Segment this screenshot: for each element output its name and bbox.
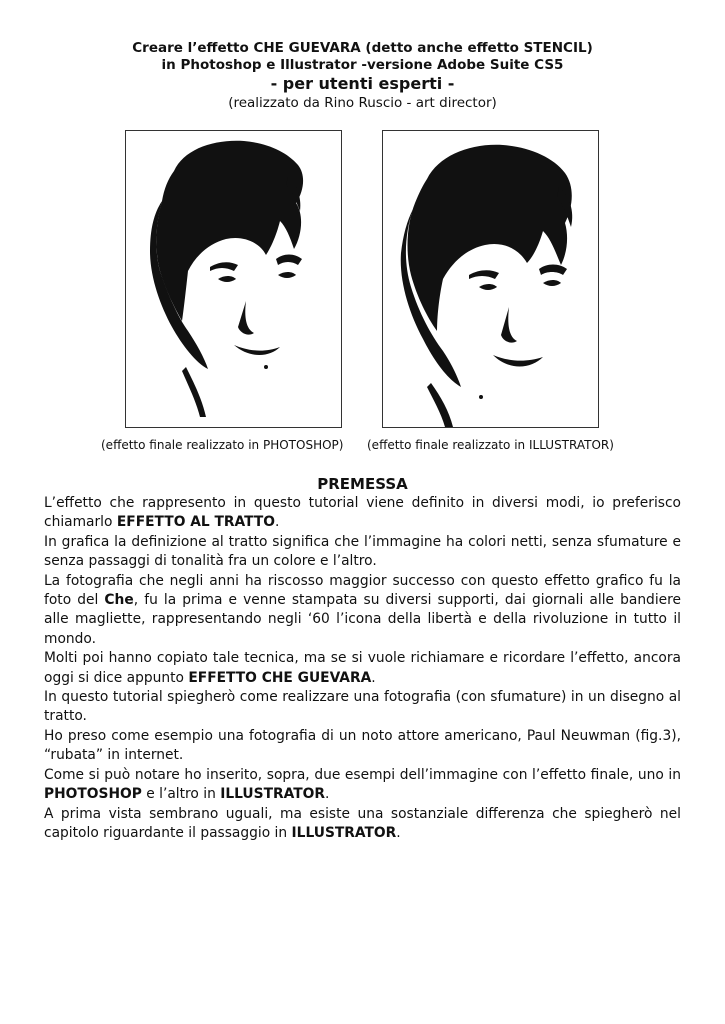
illustrator-caption: (effetto finale realizzato in ILLUSTRATOR) (367, 438, 614, 452)
bold-text: ILLUSTRATOR (220, 786, 325, 803)
text-run: e l’altro in (141, 786, 221, 803)
bold-text: ILLUSTRATOR (291, 824, 397, 841)
title-line-2: in Photoshop e Illustrator -versione Adobe Suite CS5 (161, 57, 564, 73)
text-run: L’effetto che rappresento in questo tutorial viene definito in diversi modi, io preferisco chiamarlo (44, 495, 681, 531)
text-run: In grafica la definizione al tratto significa che l’immagine ha colori netti, senza sfumature e senza passaggi di tonalità fra un colore e l’altro. (44, 533, 681, 570)
illustrator-stencil-image (382, 130, 599, 428)
text-run: . (371, 669, 376, 686)
text-run: Molti poi hanno copiato tale tecnica, ma se si vuole richiamare e ricordare l’effetto, ancora oggi si dice appunto (44, 650, 681, 686)
paragraph (44, 727, 681, 766)
author-credit: (realizzato da Rino Ruscio - art director) (228, 95, 497, 111)
section-title: PREMESSA (317, 475, 408, 493)
bold-text: PHOTOSHOP (44, 786, 142, 803)
text-run: . (396, 824, 401, 841)
text-run: La fotografia che negli anni ha riscosso maggior successo con questo effetto grafico fu la foto del (44, 572, 681, 609)
bold-text: EFFETTO CHE GUEVARA (188, 669, 372, 686)
title-line-3: - per utenti esperti - (270, 74, 455, 93)
document-header (0, 40, 725, 112)
stencil-portrait-right (383, 131, 598, 427)
paragraph (44, 688, 681, 727)
body-text (44, 494, 681, 843)
paragraph (44, 649, 681, 688)
text-run: , fu la prima e venne stampata su diversi supporti, dai giornali alle bandiere alle magliette, rappresentando negli ‘60 l’icona della libertà e della rivoluzione in tutto il mondo. (44, 592, 681, 647)
photoshop-stencil-image (125, 130, 342, 428)
bold-text: EFFETTO AL TRATTO (116, 514, 276, 531)
text-run: Come si può notare ho inserito, sopra, due esempi dell’immagine con l’effetto finale, uno in (44, 766, 681, 783)
paragraph (44, 805, 681, 844)
text-run: . (324, 786, 330, 803)
paragraph (44, 533, 681, 572)
paragraph (44, 766, 681, 805)
paragraph (44, 572, 681, 650)
stencil-portrait-left (126, 131, 341, 427)
text-run: A prima vista sembrano uguali, ma esiste una sostanziale differenza che spiegherò nel capitolo riguardante il passaggio in (44, 805, 681, 841)
bold-text: Che (104, 592, 134, 609)
paragraph (44, 494, 681, 533)
text-run: Ho preso come esempio una fotografia di un noto attore americano, Paul Neuwman (fig.3), “rubata” in internet. (44, 727, 681, 764)
text-run: . (275, 514, 280, 531)
photoshop-caption: (effetto finale realizzato in PHOTOSHOP) (101, 438, 344, 452)
text-run: In questo tutorial spiegherò come realizzare una fotografia (con sfumature) in un disegno al tratto. (44, 689, 681, 725)
title-line-1: Creare l’effetto CHE GUEVARA (detto anche effetto STENCIL) (132, 40, 593, 56)
